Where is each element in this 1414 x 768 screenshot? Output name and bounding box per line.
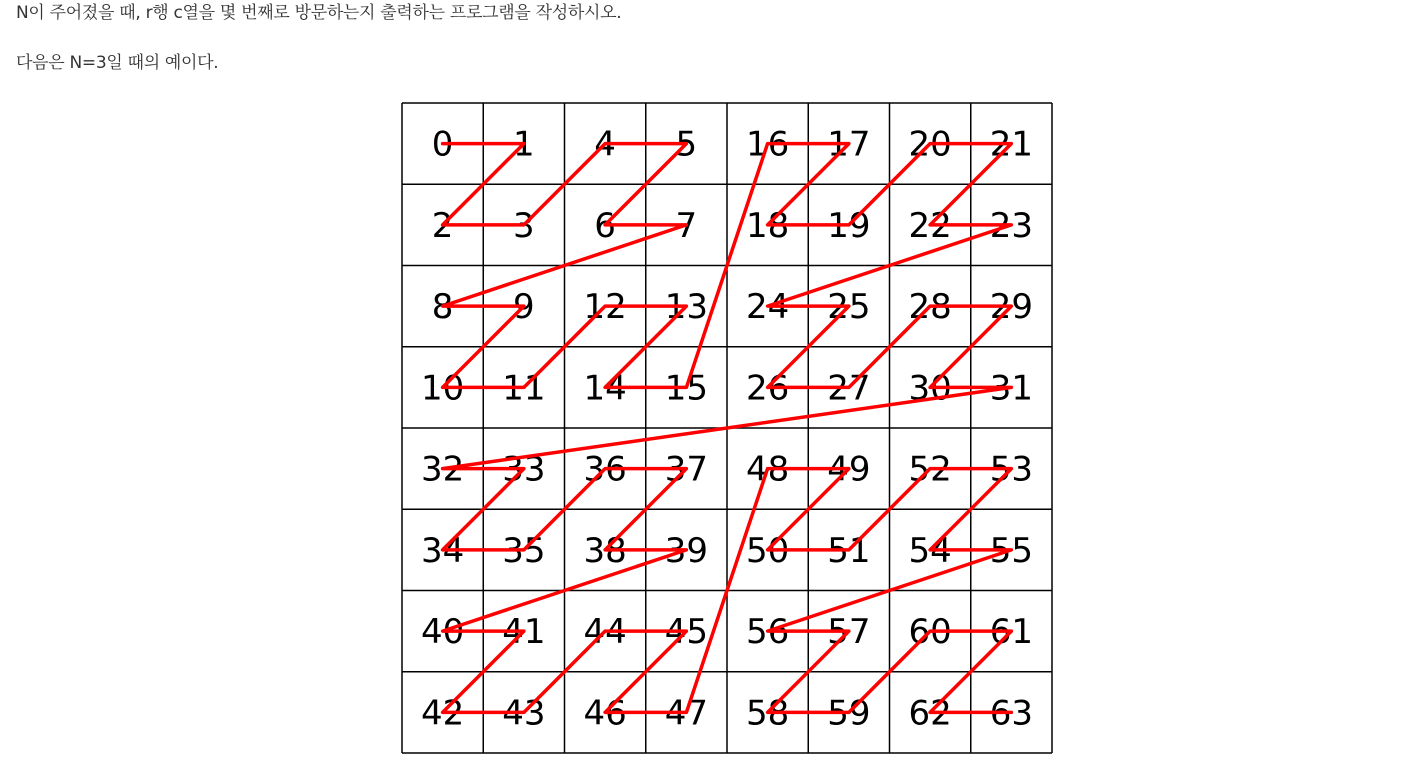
cell-number: 41 <box>502 612 546 653</box>
cell-number: 31 <box>989 368 1034 409</box>
cell-number: 21 <box>989 124 1034 165</box>
cell-number: 2 <box>431 205 454 246</box>
cell-number: 12 <box>583 287 627 328</box>
z-order-grid-svg <box>401 102 1053 754</box>
cell-number: 32 <box>420 449 465 490</box>
cell-number: 4 <box>594 124 616 165</box>
cell-number: 34 <box>420 530 465 571</box>
cell-number: 27 <box>827 368 871 409</box>
cell-number: 5 <box>675 124 698 165</box>
cell-number: 50 <box>745 530 790 571</box>
cell-number: 46 <box>583 693 627 734</box>
cell-number: 42 <box>420 693 465 734</box>
cell-number: 47 <box>664 693 709 734</box>
cell-number: 6 <box>594 205 616 246</box>
cell-number: 0 <box>431 124 454 165</box>
cell-number: 9 <box>513 287 535 328</box>
cell-number: 13 <box>664 287 709 328</box>
cell-number: 19 <box>827 205 871 246</box>
cell-number: 54 <box>908 530 952 571</box>
cell-number: 22 <box>908 205 952 246</box>
cell-number: 44 <box>583 612 627 653</box>
cell-number: 63 <box>989 693 1034 734</box>
cell-number: 20 <box>908 124 952 165</box>
cell-number: 23 <box>989 205 1034 246</box>
cell-number: 56 <box>745 612 790 653</box>
cell-number: 48 <box>745 449 790 490</box>
cell-number: 53 <box>989 449 1034 490</box>
cell-number: 15 <box>664 368 709 409</box>
cell-number: 16 <box>745 124 790 165</box>
cell-number: 10 <box>420 368 465 409</box>
cell-number: 38 <box>583 530 627 571</box>
cell-number: 14 <box>583 368 627 409</box>
problem-description: N이 주어졌을 때, r행 c열을 몇 번째로 방문하는지 출력하는 프로그램을 작성하시오. <box>16 3 622 23</box>
cell-number: 37 <box>664 449 709 490</box>
cell-number: 24 <box>745 287 790 328</box>
cell-number: 51 <box>827 530 871 571</box>
cell-number: 58 <box>745 693 790 734</box>
cell-number: 49 <box>827 449 871 490</box>
z-order-figure <box>401 102 1053 754</box>
cell-number: 40 <box>420 612 465 653</box>
cell-number: 61 <box>989 612 1034 653</box>
cell-number: 8 <box>431 287 454 328</box>
cell-number: 25 <box>827 287 871 328</box>
cell-number: 3 <box>513 205 535 246</box>
cell-number: 55 <box>989 530 1034 571</box>
cell-number: 7 <box>675 205 698 246</box>
cell-number: 36 <box>583 449 627 490</box>
cell-number: 43 <box>502 693 546 734</box>
cell-number: 29 <box>989 287 1034 328</box>
example-caption: 다음은 N=3일 때의 예이다. <box>16 53 219 73</box>
cell-number: 30 <box>908 368 952 409</box>
cell-number: 35 <box>502 530 546 571</box>
cell-number: 26 <box>745 368 790 409</box>
cell-number: 52 <box>908 449 952 490</box>
cell-number: 59 <box>827 693 871 734</box>
cell-number: 57 <box>827 612 871 653</box>
cell-number: 1 <box>513 124 535 165</box>
cell-number: 28 <box>908 287 952 328</box>
cell-number: 17 <box>827 124 871 165</box>
cell-number: 11 <box>502 368 546 409</box>
cell-number: 60 <box>908 612 952 653</box>
cell-number: 18 <box>745 205 790 246</box>
cell-number: 33 <box>502 449 546 490</box>
cell-number: 62 <box>908 693 952 734</box>
cell-number: 45 <box>664 612 709 653</box>
cell-number: 39 <box>664 530 709 571</box>
